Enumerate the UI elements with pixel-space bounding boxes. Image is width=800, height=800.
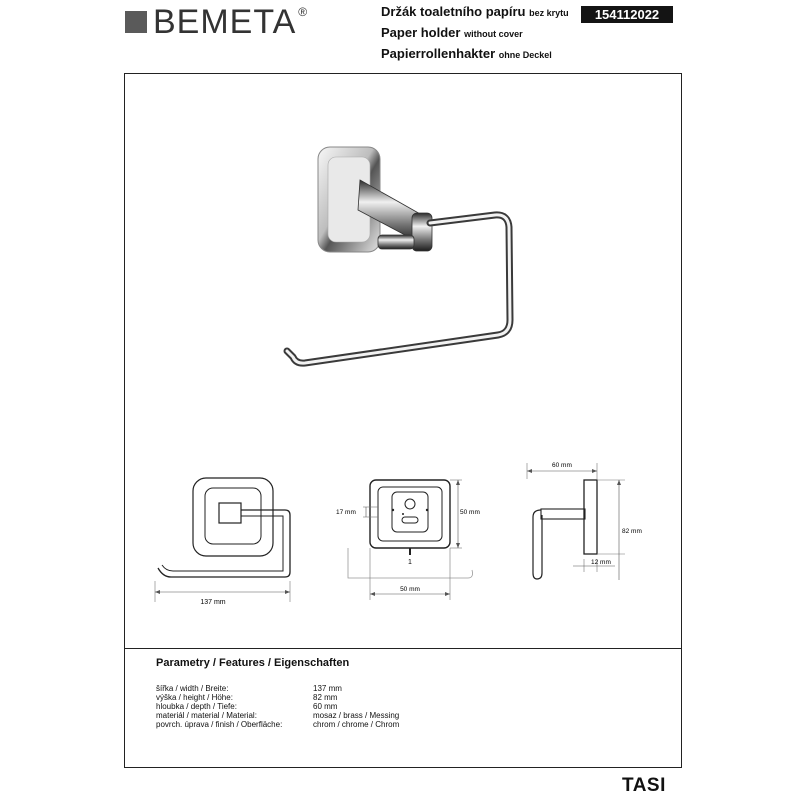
registered-mark: ® (298, 5, 308, 19)
height-label: 82 mm (622, 528, 642, 535)
front-view-drawing (145, 470, 305, 610)
brand-logo (125, 2, 307, 42)
depth-label: 60 mm (552, 462, 572, 469)
section-divider (124, 648, 682, 649)
parameters-title: Parametry / Features / Eigenschaften (156, 657, 350, 669)
brand-name: BEMETA (153, 3, 297, 41)
title-german: Papierrollenhakter ohne Deckel (381, 46, 552, 61)
back-view-drawing (330, 470, 500, 610)
inner-height-label: 17 mm (336, 509, 356, 516)
product-photo (260, 135, 530, 375)
plate-width-label: 50 mm (400, 586, 420, 593)
width-dimension-label: 137 mm (200, 599, 226, 606)
logo-square-mark (125, 11, 147, 33)
plate-height-label: 50 mm (460, 509, 480, 516)
product-titles (381, 2, 569, 65)
side-view-drawing (515, 455, 665, 595)
product-code-badge: 154112022 (581, 6, 673, 23)
model-name: TASI (622, 775, 666, 796)
holder-collar (412, 213, 432, 251)
title-english: Paper holder without cover (381, 25, 523, 40)
offset-label: 12 mm (591, 559, 611, 566)
screw-marker: 1 (408, 559, 412, 566)
title-czech: Držák toaletního papíru bez krytu (381, 4, 569, 19)
